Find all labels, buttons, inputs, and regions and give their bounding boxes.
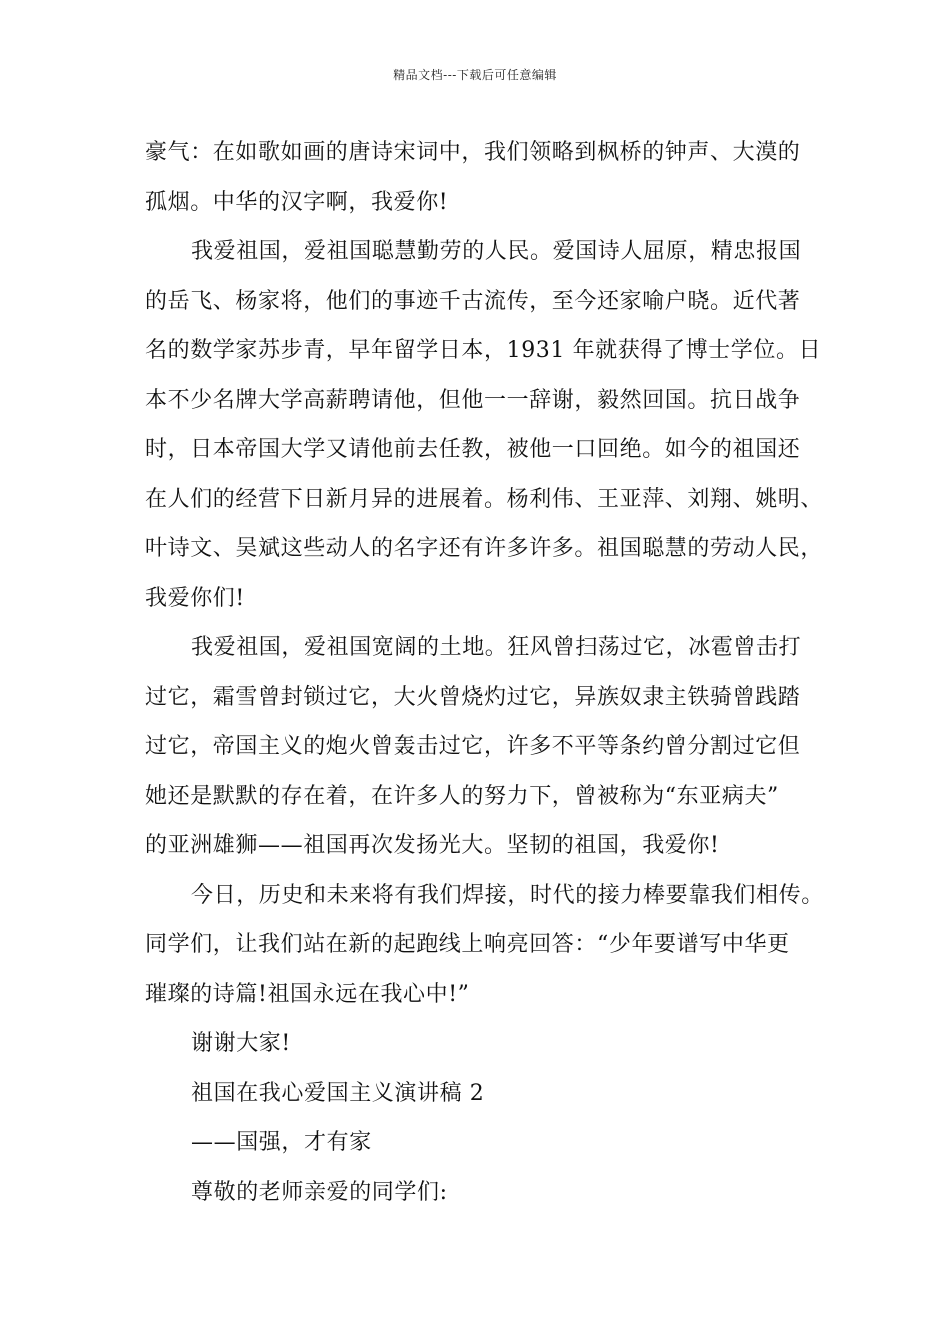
text-line: 她还是默默的存在着，在许多人的努力下，曾被称为“东亚病夫”	[145, 783, 779, 809]
text-line: 今日，历史和未来将有我们焊接，时代的接力棒要靠我们相传。	[191, 882, 824, 908]
text-line: 的岳飞、杨家将，他们的事迹千古流传，至今还家喻户晓。近代著	[145, 288, 801, 314]
text-line: 过它，帝国主义的炮火曾轰击过它，许多不平等条约曾分割过它但	[145, 734, 801, 759]
salutation: 尊敬的老师亲爱的同学们:	[191, 1179, 448, 1205]
section-title: 祖国在我心爱国主义演讲稿 2	[191, 1080, 485, 1106]
text-line: 在人们的经营下日新月异的进展着。杨利伟、王亚萍、刘翔、姚明、	[145, 486, 824, 512]
page-header: 精品文档---下载后可任意编辑	[393, 68, 557, 82]
text-line: 叶诗文、吴斌这些动人的名字还有许多许多。祖国聪慧的劳动人民，	[145, 536, 824, 561]
document-body	[145, 128, 824, 1217]
text-line: 孤烟。中华的汉字啊，我爱你!	[145, 189, 449, 215]
text-line: 豪气：在如歌如画的唐诗宋词中，我们领略到枫桥的钟声、大漠的	[145, 140, 801, 165]
section-subtitle: ——国强，才有家	[191, 1130, 372, 1155]
text-line: 谢谢大家!	[191, 1031, 291, 1056]
text-line: 璀璨的诗篇!祖国永远在我心中!”	[145, 981, 470, 1007]
text-line: 时，日本帝国大学又请他前去任教，被他一口回绝。如今的祖国还	[145, 437, 801, 462]
text-line: 本不少名牌大学高薪聘请他，但他一一辞谢，毅然回国。抗日战争	[145, 387, 801, 413]
text-line: 同学们，让我们站在新的起跑线上响亮回答：“少年要谱写中华更	[145, 932, 790, 957]
text-line: 名的数学家苏步青，早年留学日本，1931 年就获得了博士学位。日	[145, 338, 822, 363]
text-line: 我爱祖国，爱祖国聪慧勤劳的人民。爱国诗人屈原，精忠报国	[191, 239, 802, 264]
text-line: 我爱祖国，爱祖国宽阔的土地。狂风曾扫荡过它，冰雹曾击打	[191, 635, 802, 660]
text-line: 我爱你们!	[145, 585, 245, 611]
text-line: 过它，霜雪曾封锁过它，大火曾烧灼过它，异族奴隶主铁骑曾践踏	[145, 684, 801, 710]
text-line: 的亚洲雄狮——祖国再次发扬光大。坚韧的祖国，我爱你!	[145, 833, 720, 858]
